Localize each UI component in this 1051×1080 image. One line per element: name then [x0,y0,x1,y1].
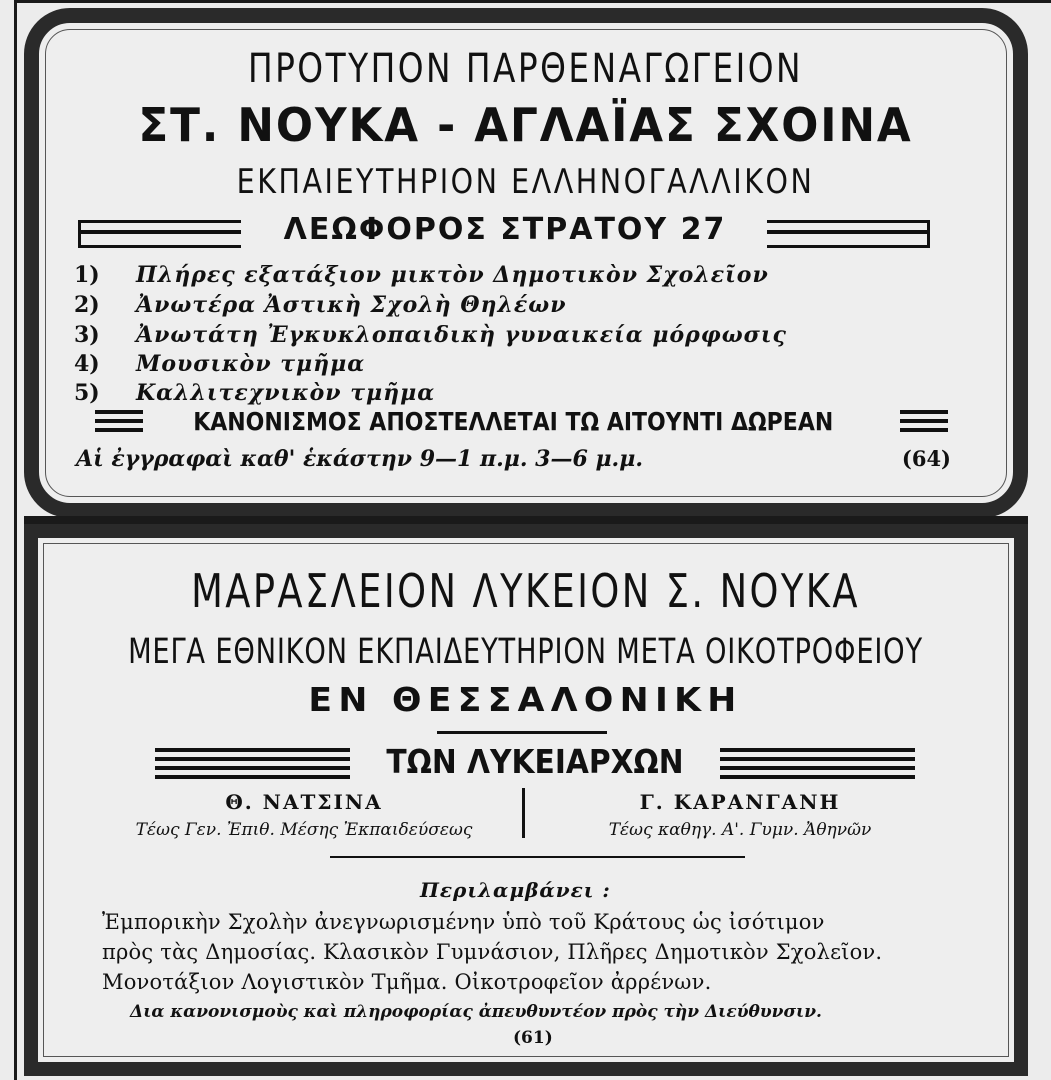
ad2-heads-row [155,742,915,784]
ad2-subtitle: ΜΕΓΑ ΕΘΝΙΚΟΝ ΕΚΠΑΙΔΕΥΤΗΡΙΟΝ ΜΕΤΑ ΟΙΚΟΤΡΟΦΕΙΟΥ [128,632,923,672]
ad1-item [74,380,435,406]
divider-rule [437,731,607,734]
ad1-enrollment-hours: Αἱ ἐγγραφαὶ καθ' ἑκάστην 9—1 π.μ. 3—6 μ.μ. [76,446,643,472]
item-text: Μουσικὸν τμῆμα [136,351,366,377]
decorative-bars-right [900,410,948,432]
ad1-item [74,292,567,318]
ad1-item [74,262,769,288]
ad1-title: ΠΡΟΤΥΠΟΝ ΠΑΡΘΕΝΑΓΩΓΕΙΟΝ [247,46,804,92]
ad2-head-left [98,790,510,840]
ad2-code: (61) [513,1028,553,1048]
page-edge-left [14,0,17,1080]
item-number: 5) [74,380,100,406]
item-text: Πλήρες εξατάξιον μικτὸν Δημοτικὸν Σχολεῖον [136,262,769,288]
ad1-address: ΛΕΩΦΟΡΟΣ ΣΤΡΑΤΟΥ 27 [283,212,727,247]
ad2-text-line: πρὸς τὰς Δημοσίας. Κλασικὸν Γυμνάσιον, Πλῆρες Δημοτικὸν Σχολεῖον. [102,940,883,964]
item-text: Ἀνωτέρα Ἀστικὴ Σχολὴ Θηλέων [136,292,567,318]
ad2-includes-label: Περιλαμβάνει : [420,878,611,902]
ad2-heads-title: ΤΩΝ ΛΥΚΕΙΑΡΧΩΝ [386,742,684,781]
item-number: 4) [74,351,100,377]
ad1-regulation-notice: ΚΑΝΟΝΙΣΜΟΣ ΑΠΟΣΤΕΛΛΕΤΑΙ ΤΩ ΑΙΤΟΥΝΤΙ ΔΩΡΕΑΝ [193,407,834,436]
ad1-school-type: ΕΚΠΑΙΕΥΤΗΡΙΟΝ ΕΛΛΗΝΟΓΑΛΛΙΚΟΝ [236,162,815,202]
decorative-bars-right [767,220,930,248]
item-number: 3) [74,322,100,348]
ad1-item [74,351,365,377]
ad2-text-line: Ἐμπορικὴν Σχολὴν ἀνεγνωρισμένην ὑπὸ τοῦ Κράτους ὡς ἰσότιμον [102,910,825,934]
ad2-location: ΕΝ ΘΕΣΣΑΛΟΝΙΚΗ [308,680,743,719]
ad2-text-line: Μονοτάξιον Λογιστικὸν Τμῆμα. Οἰκοτροφεῖον ἀρρένων. [102,970,712,994]
person-name: Γ. ΚΑΡΑΝΓΑΝΗ [639,790,841,814]
page-edge-top [14,0,1051,3]
item-number: 2) [74,292,100,318]
item-number: 1) [74,262,100,288]
ad1-item [74,322,787,348]
ad1-code: (64) [901,446,951,471]
item-text: Ἀνωτάτη Ἐγκυκλοπαιδικὴ γυναικεία μόρφωσις [136,322,787,348]
divider-rule [330,856,745,858]
decorative-lines-left [155,748,350,778]
ad1-founders: ΣΤ. ΝΟΥΚΑ - ΑΓΛΑΪΑΣ ΣΧΟΙΝΑ [138,98,913,152]
ad2-title: ΜΑΡΑΣΛΕΙΟΝ ΛΥΚΕΙΟΝ Σ. ΝΟΥΚΑ [191,564,860,618]
ad1-address-row [70,212,920,250]
decorative-bars-left [95,410,143,432]
item-text: Καλλιτεχνικὸν τμῆμα [136,380,436,406]
decorative-lines-right [720,748,915,778]
person-title: Τέως καθηγ. Α'. Γυμν. Ἀθηνῶν [608,820,872,840]
ad2-contact-note: Δια κανονισμοὺς καὶ πληροφορίας ἀπευθυντέον πρὸς τὴν Διεύθυνσιν. [130,1002,822,1022]
person-title: Τέως Γεν. Ἐπιθ. Μέσης Ἐκπαιδεύσεως [135,820,473,840]
decorative-bars-left [78,220,241,248]
ad2-head-right [535,790,945,840]
person-name: Θ. ΝΑΤΣΙΝΑ [225,790,383,814]
vertical-divider [522,788,525,838]
